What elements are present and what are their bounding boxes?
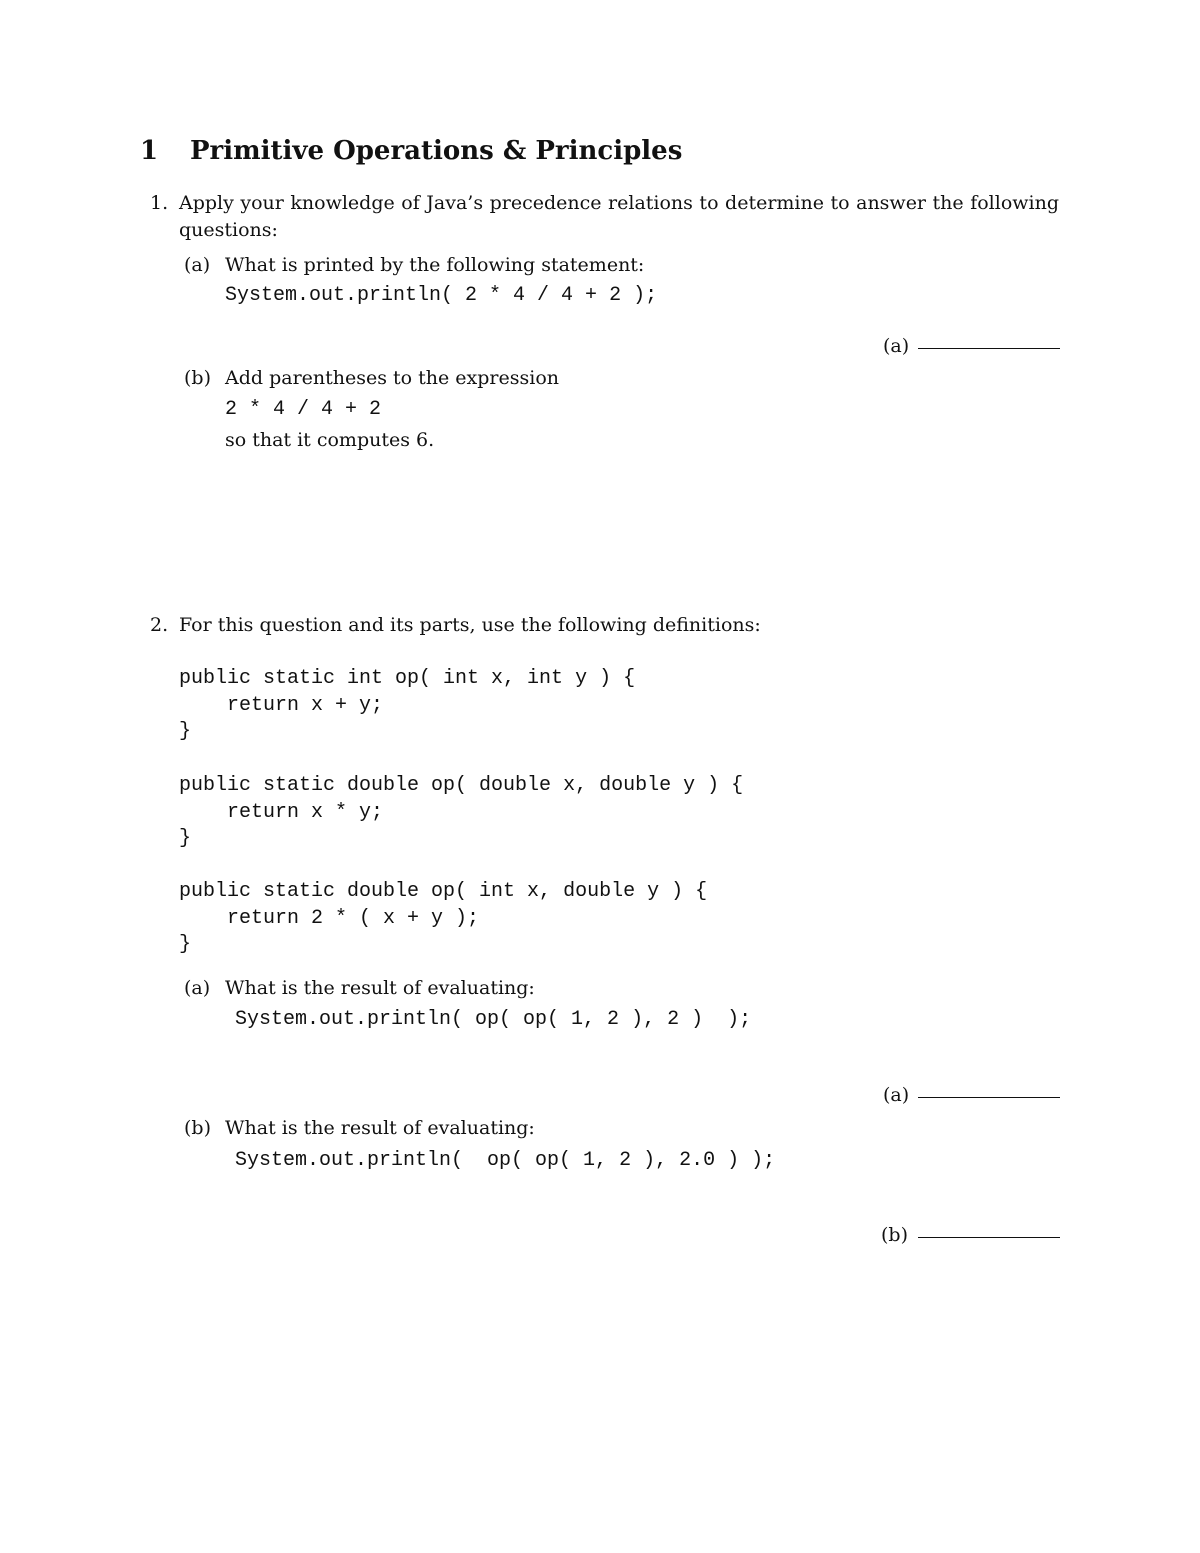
q1b-text2: so that it computes 6. bbox=[225, 429, 435, 451]
q2b-code: System.out.println( op( op( 1, 2 ), 2.0 ) ); bbox=[235, 1149, 776, 1172]
q2b-answer-label: (b) bbox=[881, 1224, 908, 1246]
q2a-text: What is the result of evaluating: bbox=[225, 977, 535, 999]
q2b-text: What is the result of evaluating: bbox=[225, 1117, 535, 1139]
q1a-label: (a) bbox=[184, 254, 211, 276]
q2a-code: System.out.println( op( op( 1, 2 ), 2 ) ); bbox=[235, 1008, 752, 1031]
q1-text-line1: Apply your knowledge of Java’s precedence relations to determine to answer the following bbox=[179, 192, 1059, 214]
code-line: return 2 * ( x + y ); bbox=[179, 907, 480, 930]
q1a-text: What is printed by the following statement: bbox=[225, 254, 645, 276]
q2b-answer-blank[interactable] bbox=[918, 1237, 1060, 1238]
q1a-answer-label: (a) bbox=[883, 335, 910, 357]
code-line: } bbox=[179, 933, 192, 956]
code-line: public static double op( double x, double y ) { bbox=[179, 774, 744, 797]
q2a-answer-label: (a) bbox=[883, 1084, 910, 1106]
q1b-text: Add parentheses to the expression bbox=[225, 367, 560, 389]
code-line: public static int op( int x, int y ) { bbox=[179, 667, 636, 690]
q1-number: 1. bbox=[150, 192, 169, 214]
q1-text-line2: questions: bbox=[179, 219, 278, 241]
q2a-label: (a) bbox=[184, 977, 211, 999]
code-line: return x + y; bbox=[179, 694, 384, 717]
code-line: } bbox=[179, 720, 192, 743]
code-line: public static double op( int x, double y ) { bbox=[179, 880, 708, 903]
code-line: } bbox=[179, 827, 192, 850]
q1a-code: System.out.println( 2 * 4 / 4 + 2 ); bbox=[225, 284, 658, 307]
q1b-label: (b) bbox=[184, 367, 211, 389]
q2a-answer-blank[interactable] bbox=[918, 1097, 1060, 1098]
section-title: Primitive Operations & Principles bbox=[190, 136, 683, 166]
section-number: 1 bbox=[140, 136, 159, 166]
q2-number: 2. bbox=[150, 614, 169, 636]
q2b-label: (b) bbox=[184, 1117, 211, 1139]
q2-text: For this question and its parts, use the following definitions: bbox=[179, 614, 761, 636]
q1a-answer-blank[interactable] bbox=[918, 348, 1060, 349]
q1b-code: 2 * 4 / 4 + 2 bbox=[225, 398, 382, 421]
code-line: return x * y; bbox=[179, 801, 384, 824]
